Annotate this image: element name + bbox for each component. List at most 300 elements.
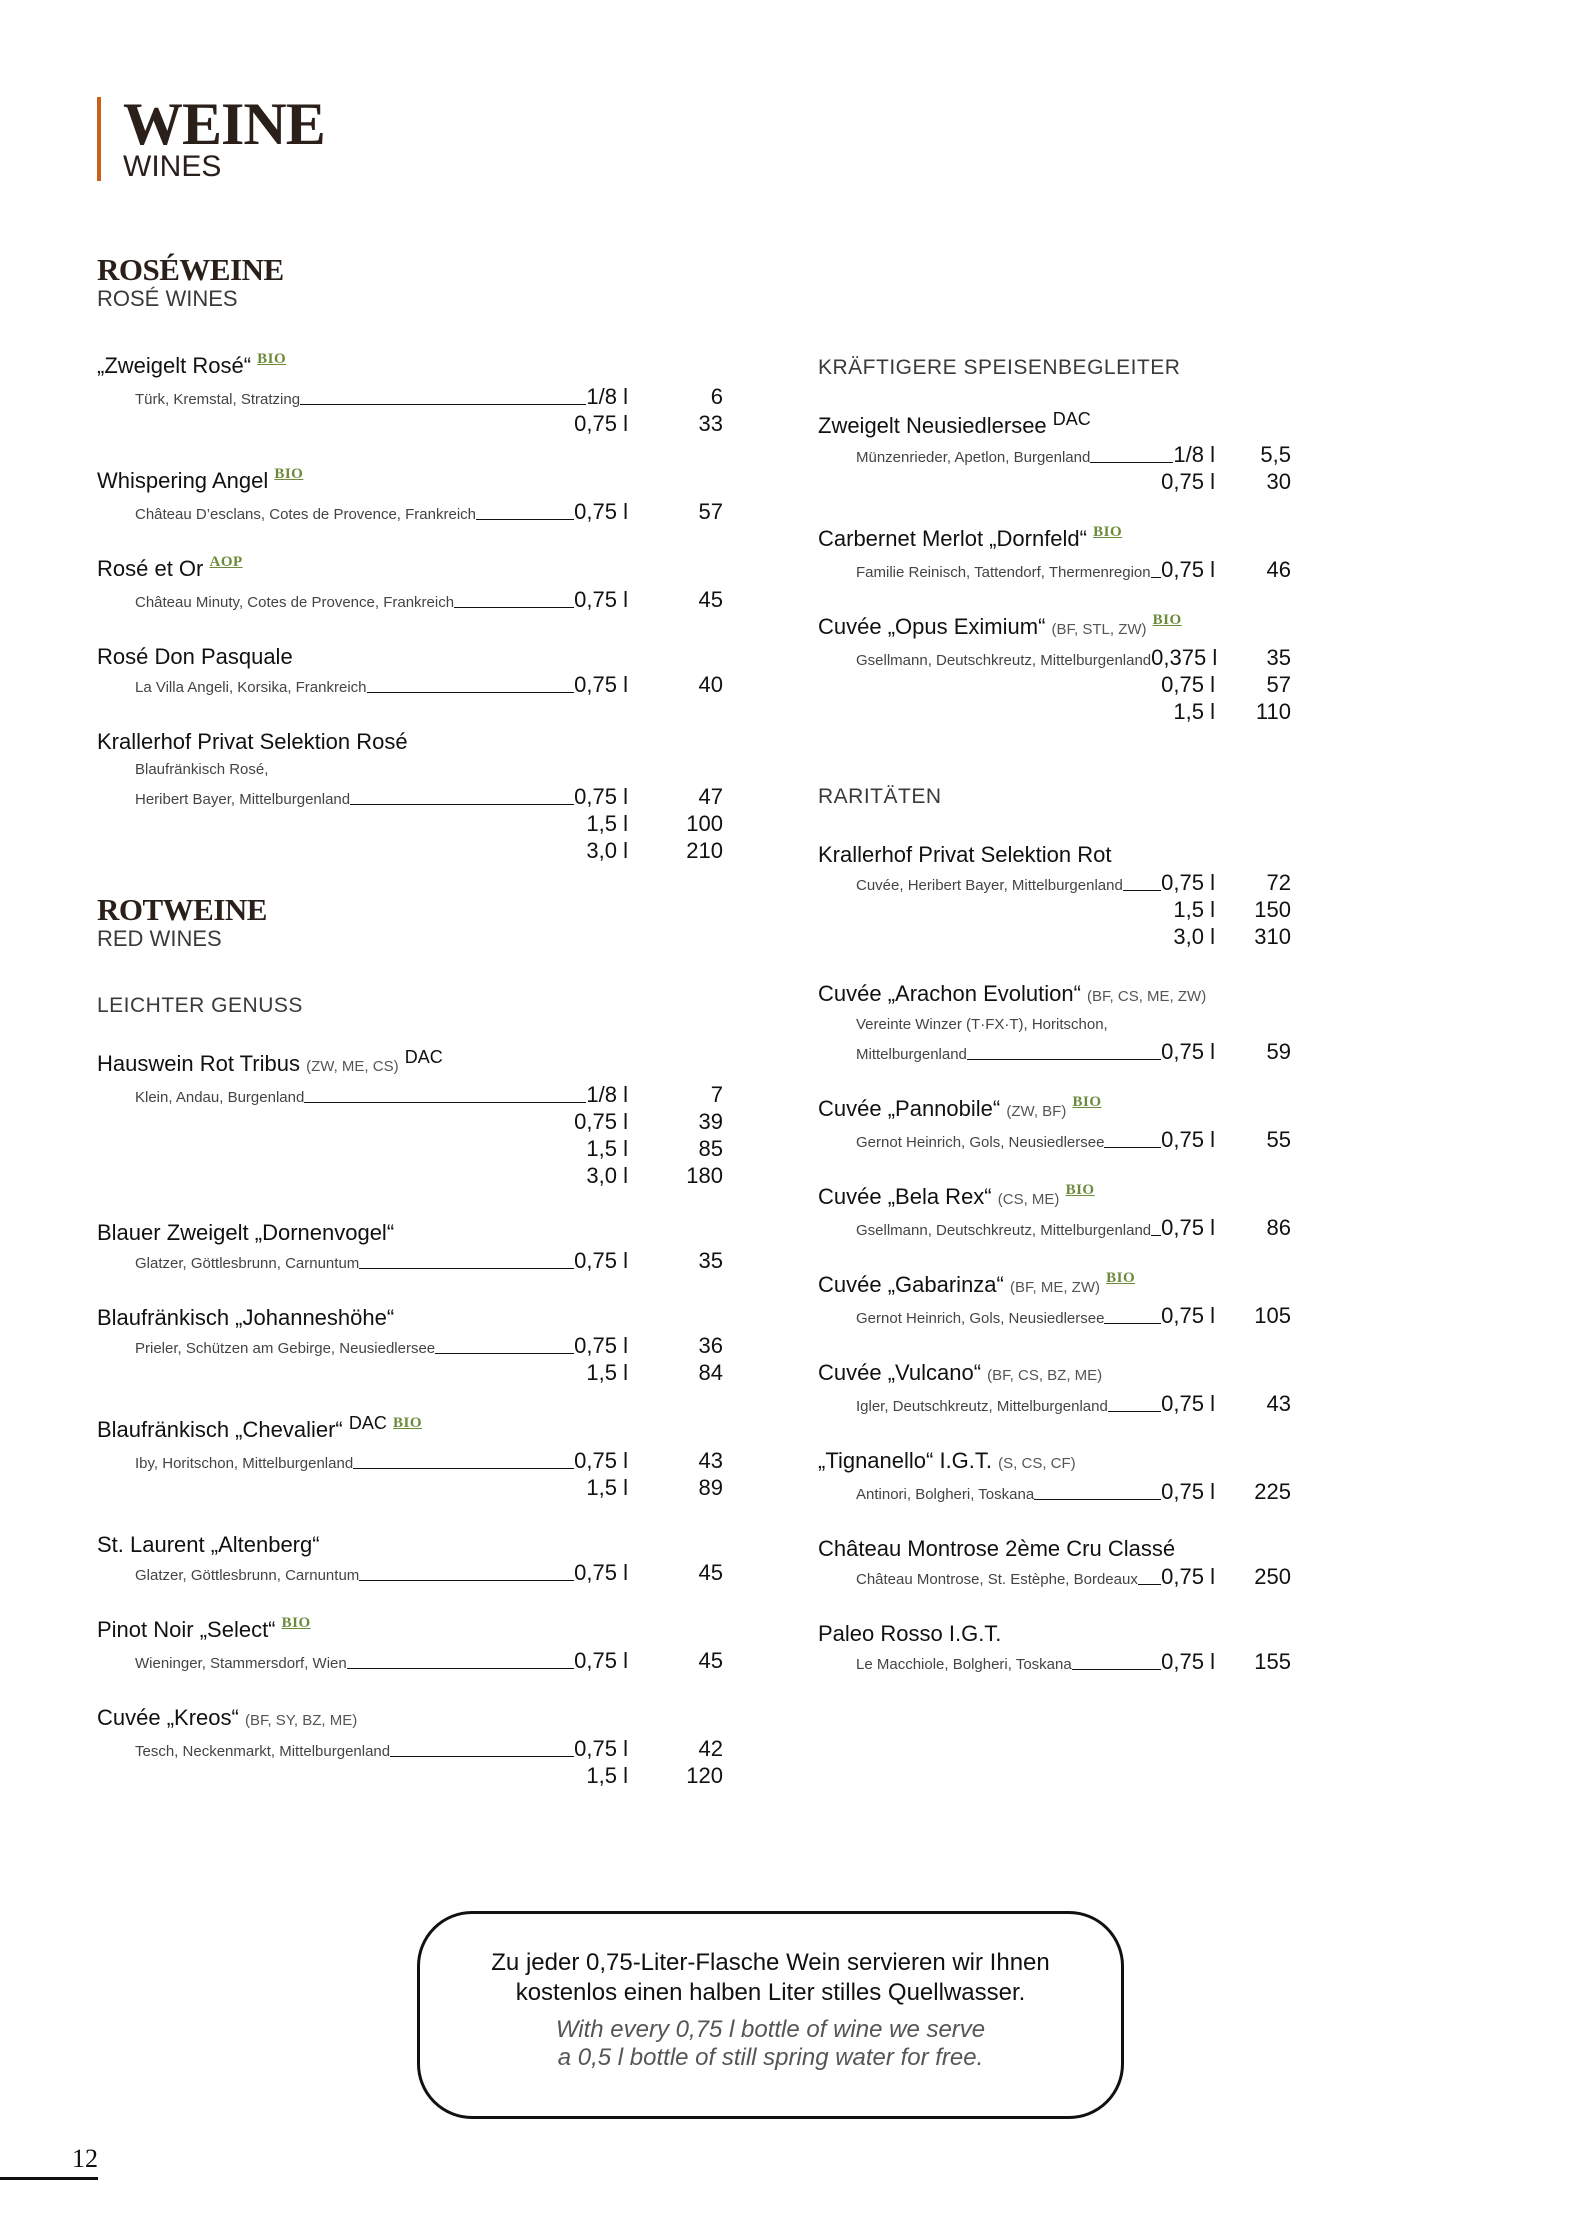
- price: 86: [1266, 1215, 1291, 1240]
- wine-name-line: [97, 555, 737, 586]
- wine-name: Rosé et Or: [97, 556, 204, 581]
- volume: 0,75 l: [1161, 1215, 1215, 1240]
- price: 35: [698, 1248, 723, 1273]
- producer-volume-cell: [818, 1302, 1215, 1329]
- wine-name: Rosé Don Pasquale: [97, 644, 293, 669]
- grape-varieties: (BF, STL, ZW): [1051, 621, 1147, 638]
- wine-entry: [818, 613, 1458, 725]
- wine-name-line: [818, 1095, 1458, 1126]
- volume: 1/8 l: [586, 1082, 628, 1107]
- price: 39: [698, 1109, 723, 1134]
- price: 210: [686, 838, 723, 863]
- price-row: [97, 1647, 724, 1674]
- producer: Gernot Heinrich, Gols, Neusiedlersee: [856, 1134, 1105, 1151]
- wine-name: Blaufränkisch „Chevalier“: [97, 1417, 343, 1442]
- price-row: [97, 1359, 724, 1386]
- price-row: [97, 1135, 724, 1162]
- wine-entry: [818, 409, 1458, 495]
- wine-name: Zweigelt Neusiedlersee: [818, 413, 1047, 438]
- price-row: [97, 837, 724, 864]
- bio-badge: BIO: [1152, 612, 1182, 628]
- price-row: [818, 1038, 1291, 1065]
- volume: 0,75 l: [1161, 870, 1215, 895]
- wine-name-line: [818, 1359, 1458, 1390]
- wine-name-line: [818, 841, 1458, 869]
- producer-volume-cell: [97, 810, 628, 837]
- wine-entry: [97, 1616, 737, 1674]
- price: 72: [1266, 870, 1291, 895]
- producer-volume-cell: [97, 1162, 628, 1189]
- volume: 1,5 l: [1173, 699, 1215, 724]
- producer: Château D’esclans, Cotes de Provence, Frankreich: [135, 506, 477, 523]
- volume: 0,75 l: [574, 1648, 628, 1673]
- wine-name: Whispering Angel: [97, 468, 269, 493]
- grape-varieties: (BF, CS, BZ, ME): [987, 1367, 1103, 1384]
- volume: 0,75 l: [1161, 1479, 1215, 1504]
- volume: 0,75 l: [574, 1736, 628, 1761]
- producer: Heribert Bayer, Mittelburgenland: [135, 791, 351, 808]
- volume: 1/8 l: [1173, 442, 1215, 467]
- wine-name-line: [97, 1304, 737, 1332]
- wine-name-line: [97, 728, 737, 756]
- producer-volume-cell: [818, 1478, 1215, 1505]
- leader-line: [353, 1468, 574, 1469]
- volume: 0,75 l: [1161, 1649, 1215, 1674]
- price-row: [818, 1478, 1291, 1505]
- volume: 0,75 l: [1161, 1564, 1215, 1589]
- price: 57: [1266, 672, 1291, 697]
- bio-badge: BIO: [1093, 524, 1123, 540]
- producer-volume-cell: [818, 923, 1215, 950]
- producer: Iby, Horitschon, Mittelburgenland: [135, 1455, 354, 1472]
- leader-line: [435, 1353, 574, 1354]
- price-row: [97, 1162, 724, 1189]
- producer-volume-cell: [818, 644, 1218, 671]
- price-row: [97, 1332, 724, 1359]
- price: 43: [1266, 1391, 1291, 1416]
- wine-name-line: [97, 1219, 737, 1247]
- producer-volume-cell: [97, 671, 628, 698]
- producer-volume-cell: [97, 783, 628, 810]
- appellation-label: DAC: [404, 1047, 443, 1067]
- wine-name-line: [818, 1535, 1458, 1563]
- wine-name: Cuvée „Bela Rex“: [818, 1184, 992, 1209]
- price: 30: [1266, 469, 1291, 494]
- price: 42: [698, 1736, 723, 1761]
- producer-volume-cell: [818, 671, 1215, 698]
- producer-volume-cell: [818, 1214, 1215, 1241]
- leader-line: [359, 1268, 574, 1269]
- volume: 0,75 l: [574, 411, 628, 436]
- wine-name: Cuvée „Arachon Evolution“: [818, 981, 1081, 1006]
- volume: 0,75 l: [1161, 1127, 1215, 1152]
- bio-badge: BIO: [1065, 1182, 1095, 1198]
- wine-entry: [97, 555, 737, 613]
- section-rose: [97, 254, 737, 864]
- price: 45: [698, 1560, 723, 1585]
- wine-name: Cuvée „Vulcano“: [818, 1360, 982, 1385]
- producer: Château Montrose, St. Estèphe, Bordeaux: [856, 1571, 1138, 1588]
- grape-varieties: (BF, CS, ME, ZW): [1087, 988, 1207, 1005]
- wine-entry: [818, 1271, 1458, 1329]
- price: 310: [1254, 924, 1291, 949]
- price: 84: [698, 1360, 723, 1385]
- producer-volume-cell: [97, 1474, 628, 1501]
- aop-badge: AOP: [209, 554, 243, 570]
- leader-line: [1072, 1669, 1161, 1670]
- leader-line: [454, 607, 574, 608]
- price-row: [97, 1247, 724, 1274]
- leader-line: [1151, 577, 1162, 578]
- wine-name-line: [818, 1183, 1458, 1214]
- producer: Cuvée, Heribert Bayer, Mittelburgenland: [856, 877, 1123, 894]
- price-row: [97, 1447, 724, 1474]
- price: 89: [698, 1475, 723, 1500]
- volume: 0,75 l: [1161, 1303, 1215, 1328]
- wine-entry: [97, 1531, 737, 1586]
- wine-name: Cuvée „Pannobile“: [818, 1096, 1001, 1121]
- volume: 0,75 l: [574, 1333, 628, 1358]
- producer-volume-cell: [97, 1135, 628, 1162]
- price: 150: [1254, 897, 1291, 922]
- producer: Glatzer, Göttlesbrunn, Carnuntum: [135, 1255, 360, 1272]
- wine-name-line: [818, 1271, 1458, 1302]
- price: 59: [1266, 1039, 1291, 1064]
- price: 36: [698, 1333, 723, 1358]
- producer-volume-cell: [97, 383, 628, 410]
- leader-line: [390, 1756, 574, 1757]
- producer-line: Vereinte Winzer (T·FX·T), Horitschon,: [856, 1016, 1108, 1033]
- volume: 0,75 l: [574, 1109, 628, 1134]
- section-header: [97, 894, 737, 952]
- price: 43: [698, 1448, 723, 1473]
- leader-line: [1151, 1235, 1161, 1236]
- volume: 1,5 l: [1173, 897, 1215, 922]
- wine-name: Blaufränkisch „Johanneshöhe“: [97, 1305, 395, 1330]
- grape-varieties: (S, CS, CF): [998, 1455, 1076, 1472]
- price: 55: [1266, 1127, 1291, 1152]
- wine-entry: [818, 980, 1458, 1065]
- volume: 0,75 l: [1161, 1391, 1215, 1416]
- volume: 3,0 l: [586, 1163, 628, 1188]
- price: 155: [1254, 1649, 1291, 1674]
- wine-name-line: [97, 643, 737, 671]
- price-row: [818, 556, 1291, 583]
- section-header: [97, 254, 737, 312]
- price-row: [818, 896, 1291, 923]
- producer-volume-cell: [97, 1735, 628, 1762]
- producer-volume-cell: [818, 1563, 1215, 1590]
- producer-volume-cell: [97, 586, 628, 613]
- price: 7: [710, 1082, 723, 1107]
- producer: La Villa Angeli, Korsika, Frankreich: [135, 679, 367, 696]
- price-row: [97, 1559, 724, 1586]
- price-row: [97, 1762, 724, 1789]
- price: 46: [1266, 557, 1291, 582]
- price-row: [97, 1108, 724, 1135]
- notice-english-line: a 0,5 l bottle of still spring water for free.: [557, 2044, 984, 2071]
- producer: Gsellmann, Deutschkreutz, Mittelburgenland: [856, 1222, 1152, 1239]
- price-row: [818, 1214, 1291, 1241]
- producer: Prieler, Schützen am Gebirge, Neusiedlersee: [135, 1340, 436, 1357]
- wine-entry: [97, 1413, 737, 1501]
- price-row: [97, 810, 724, 837]
- price: 105: [1254, 1303, 1291, 1328]
- wine-entry: [818, 1620, 1458, 1675]
- price-row: [818, 1390, 1291, 1417]
- leader-line: [350, 804, 574, 805]
- price: 33: [698, 411, 723, 436]
- producer: Glatzer, Göttlesbrunn, Carnuntum: [135, 1567, 360, 1584]
- notice-english: [420, 2016, 1121, 2072]
- producer: Igler, Deutschkreutz, Mittelburgenland: [856, 1398, 1108, 1415]
- price: 120: [686, 1763, 723, 1788]
- notice-german: [420, 1948, 1121, 2008]
- bio-badge: BIO: [1106, 1270, 1136, 1286]
- wine-name: Krallerhof Privat Selektion Rot: [818, 842, 1112, 867]
- wine-name: Cuvée „Gabarinza“: [818, 1272, 1004, 1297]
- page-title: WEINE: [123, 91, 325, 157]
- price: 5,5: [1260, 442, 1291, 467]
- wine-name-line: [97, 467, 737, 498]
- page-subtitle: WINES: [123, 150, 222, 183]
- wine-name: St. Laurent „Altenberg“: [97, 1532, 320, 1557]
- producer-volume-cell: [97, 1359, 628, 1386]
- price-row: [97, 1735, 724, 1762]
- producer-volume-cell: [818, 698, 1215, 725]
- producer-volume-cell: [97, 1762, 628, 1789]
- price-row: [97, 1081, 724, 1108]
- volume: 1,5 l: [586, 1360, 628, 1385]
- price-row: [97, 783, 724, 810]
- wine-name-line: [818, 525, 1458, 556]
- producer-volume-cell: [818, 896, 1215, 923]
- wine-entry: [97, 1047, 737, 1189]
- volume: 0,75 l: [574, 587, 628, 612]
- producer-line: Blaufränkisch Rosé,: [135, 761, 269, 778]
- grape-varieties: (ZW, BF): [1006, 1103, 1067, 1120]
- wine-entry: [97, 643, 737, 698]
- grape-varieties: (BF, SY, BZ, ME): [244, 1712, 358, 1729]
- producer: Mittelburgenland: [856, 1046, 967, 1063]
- leader-line: [300, 404, 586, 405]
- wine-entry: [97, 1704, 737, 1789]
- volume: 3,0 l: [586, 838, 628, 863]
- notice-german-line: kostenlos einen halben Liter stilles Quellwasser.: [515, 1979, 1026, 2006]
- wine-list-rose: [97, 352, 737, 864]
- producer: Antinori, Bolgheri, Toskana: [856, 1486, 1035, 1503]
- producer: Gernot Heinrich, Gols, Neusiedlersee: [856, 1310, 1105, 1327]
- page-number: 12: [0, 2140, 98, 2180]
- wine-name-line: [818, 409, 1458, 441]
- subgroup-title: LEICHTER GENUSS: [97, 994, 303, 1017]
- notice-english-line: With every 0,75 l bottle of wine we serve: [555, 2016, 986, 2043]
- page-header: [97, 91, 325, 183]
- price-row: [818, 1648, 1291, 1675]
- wine-name-line: [97, 352, 737, 383]
- price: 225: [1254, 1479, 1291, 1504]
- producer-volume-cell: [818, 556, 1215, 583]
- price-row: [818, 923, 1291, 950]
- wine-name-line: [818, 980, 1458, 1011]
- leader-line: [1108, 1411, 1161, 1412]
- wine-entry: [818, 1183, 1458, 1241]
- leader-line: [1138, 1584, 1161, 1585]
- wine-list-rarities: [818, 841, 1458, 1675]
- wine-name: Hauswein Rot Tribus: [97, 1051, 300, 1076]
- price: 180: [686, 1163, 723, 1188]
- producer-volume-cell: [97, 1647, 628, 1674]
- producer: Wieninger, Stammersdorf, Wien: [135, 1655, 347, 1672]
- wine-entry: [818, 525, 1458, 583]
- wine-name-line: [97, 1704, 737, 1735]
- price-row: [818, 441, 1291, 468]
- wine-entry: [97, 352, 737, 437]
- price-row: [97, 586, 724, 613]
- bio-badge: BIO: [257, 351, 287, 367]
- section-subtitle: RED WINES: [97, 926, 222, 951]
- wine-entry: [818, 1095, 1458, 1153]
- producer: Le Macchiole, Bolgheri, Toskana: [856, 1656, 1072, 1673]
- price: 85: [698, 1136, 723, 1161]
- wine-name-line: [818, 613, 1458, 644]
- price: 250: [1254, 1564, 1291, 1589]
- wine-name: Krallerhof Privat Selektion Rosé: [97, 729, 408, 754]
- leader-line: [347, 1668, 574, 1669]
- price: 40: [698, 672, 723, 697]
- producer-volume-cell: [97, 1247, 628, 1274]
- wine-entry: [97, 1219, 737, 1274]
- wine-entry: [818, 1359, 1458, 1417]
- volume: 1/8 l: [586, 384, 628, 409]
- producer-volume-cell: [97, 837, 628, 864]
- subgroup-title: RARITÄTEN: [818, 785, 942, 808]
- wine-name: „Tignanello“ I.G.T.: [818, 1448, 993, 1473]
- price-row: [818, 644, 1291, 671]
- volume: 0,75 l: [574, 1560, 628, 1585]
- wine-name-line: [97, 1047, 737, 1081]
- grape-varieties: (ZW, ME, CS): [306, 1058, 399, 1075]
- wine-name: Cuvée „Kreos“: [97, 1705, 239, 1730]
- leader-line: [1034, 1499, 1161, 1500]
- price-row: [818, 869, 1291, 896]
- price-row: [818, 1563, 1291, 1590]
- wine-name-line: [97, 1616, 737, 1647]
- price-row: [818, 468, 1291, 495]
- price: 110: [1255, 699, 1291, 724]
- volume: 0,375 l: [1151, 645, 1218, 670]
- wine-name-line: [97, 1413, 737, 1447]
- leader-line: [1104, 1323, 1161, 1324]
- price: 100: [686, 811, 723, 836]
- producer: Familie Reinisch, Tattendorf, Thermenregion: [856, 564, 1151, 581]
- bio-badge: BIO: [274, 466, 304, 482]
- wine-name: Pinot Noir „Select“: [97, 1617, 276, 1642]
- section-title: ROSÉWEINE: [97, 252, 284, 287]
- leader-line: [1104, 1147, 1161, 1148]
- volume: 1,5 l: [586, 1136, 628, 1161]
- producer-volume-cell: [818, 1038, 1215, 1065]
- producer-volume-cell: [97, 1447, 628, 1474]
- leader-line: [1123, 890, 1161, 891]
- wine-entry: [97, 728, 737, 864]
- leader-line: [476, 519, 574, 520]
- price: 35: [1266, 645, 1291, 670]
- appellation-label: DAC: [348, 1413, 387, 1433]
- volume: 0,75 l: [1161, 469, 1215, 494]
- notice-german-line: Zu jeder 0,75-Liter-Flasche Wein servieren wir Ihnen: [491, 1949, 1050, 1976]
- water-notice-box: [417, 1911, 1124, 2119]
- price: 57: [698, 499, 723, 524]
- price-row: [818, 671, 1291, 698]
- producer-volume-cell: [818, 869, 1215, 896]
- producer-volume-cell: [818, 441, 1215, 468]
- volume: 0,75 l: [574, 1248, 628, 1273]
- section-red: [97, 894, 737, 1789]
- wine-name-line: [818, 1447, 1458, 1478]
- price-row: [97, 1474, 724, 1501]
- wine-entry: [818, 841, 1458, 950]
- wine-list-strong: [818, 409, 1458, 725]
- wine-entry: [818, 1535, 1458, 1590]
- producer: Münzenrieder, Apetlon, Burgenland: [856, 449, 1091, 466]
- bio-badge: BIO: [1072, 1094, 1102, 1110]
- price-row: [97, 498, 724, 525]
- right-column: [818, 354, 1458, 1705]
- volume: 3,0 l: [1173, 924, 1215, 949]
- producer-volume-cell: [97, 1108, 628, 1135]
- producer-volume-cell: [97, 498, 628, 525]
- leader-line: [967, 1059, 1161, 1060]
- price: 47: [698, 784, 723, 809]
- producer: Türk, Kremstal, Stratzing: [135, 391, 301, 408]
- producer-volume-cell: [97, 1081, 628, 1108]
- appellation-label: DAC: [1052, 409, 1091, 429]
- producer-volume-cell: [818, 1126, 1215, 1153]
- volume: 0,75 l: [574, 1448, 628, 1473]
- wine-name-line: [97, 1531, 737, 1559]
- price-row: [97, 383, 724, 410]
- producer-volume-cell: [818, 1390, 1215, 1417]
- producer-volume-cell: [97, 410, 628, 437]
- wine-name-line: [818, 1620, 1458, 1648]
- wine-name: Cuvée „Opus Eximium“: [818, 614, 1046, 639]
- wine-name: Carbernet Merlot „Dornfeld“: [818, 526, 1087, 551]
- wine-name: „Zweigelt Rosé“: [97, 353, 252, 378]
- wine-name: Château Montrose 2ème Cru Classé: [818, 1536, 1176, 1561]
- volume: 0,75 l: [574, 784, 628, 809]
- leader-line: [359, 1580, 574, 1581]
- volume: 0,75 l: [1161, 557, 1215, 582]
- producer: Klein, Andau, Burgenland: [135, 1089, 305, 1106]
- volume: 0,75 l: [574, 672, 628, 697]
- price-row: [818, 698, 1291, 725]
- price-row: [818, 1126, 1291, 1153]
- volume: 1,5 l: [586, 811, 628, 836]
- wine-entry: [818, 1447, 1458, 1505]
- section-subtitle: ROSÉ WINES: [97, 286, 238, 311]
- wine-entry: [97, 467, 737, 525]
- volume: 0,75 l: [1161, 672, 1215, 697]
- section-title: ROTWEINE: [97, 892, 267, 927]
- leader-line: [304, 1102, 586, 1103]
- left-column: [97, 254, 737, 1819]
- wine-name: Paleo Rosso I.G.T.: [818, 1621, 1002, 1646]
- producer: Château Minuty, Cotes de Provence, Frankreich: [135, 594, 455, 611]
- grape-varieties: (CS, ME): [997, 1191, 1060, 1208]
- price: 45: [698, 1648, 723, 1673]
- volume: 0,75 l: [1161, 1039, 1215, 1064]
